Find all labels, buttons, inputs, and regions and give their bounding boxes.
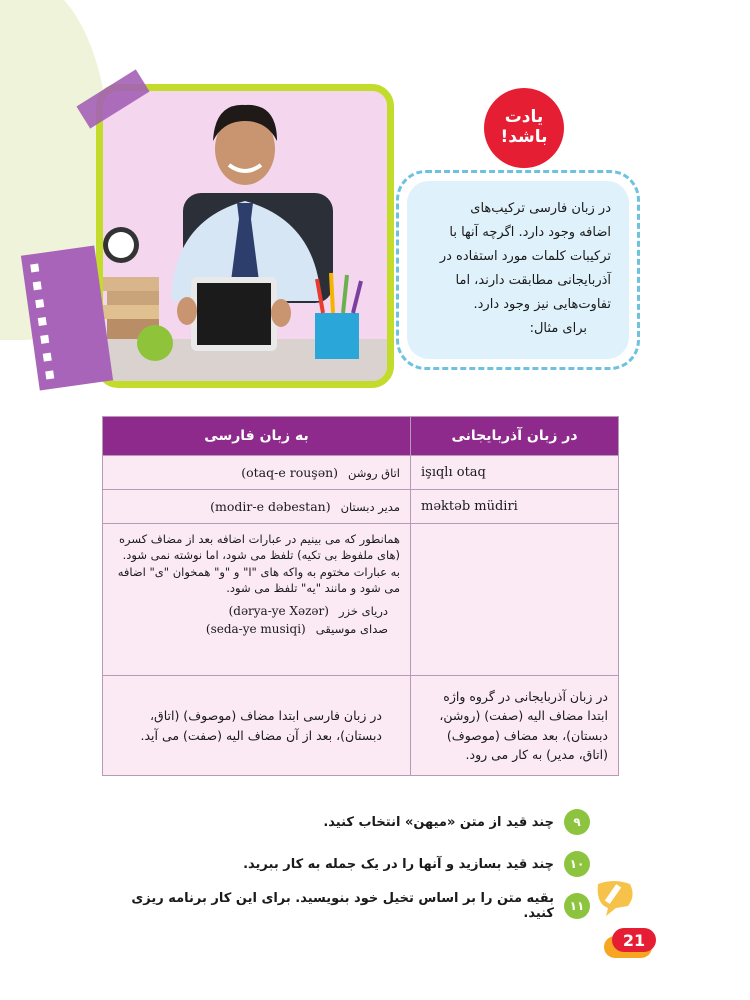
note-paragraph: همانطور که می بینیم در عبارات اضافه بعد از مضاف کسره (های ملفوظ بی تکیه) تلفظ می شود، اما نوشته نمی شود. — [119, 532, 400, 562]
reminder-note — [396, 170, 640, 370]
example-persian: صدای موسیقی — [315, 622, 388, 637]
note-paragraph: به عبارات مختوم به واکه های "ا" و "و" همخوان "ی" اضافه می شود و مانند "یه" تلفظ می شود. — [117, 565, 400, 595]
azerbaijani-rule-cell: در زبان آذربایجانی در گروه واژه ابتدا مضاف الیه (صفت) (روشن، دبستان)، بعد مضاف (موصوف) (اتاق، مدیر) به کار می رود. — [411, 676, 619, 776]
note-line: برای مثال: — [529, 321, 587, 337]
page-number: 21 — [612, 928, 656, 952]
pencil-speech-icon — [592, 878, 636, 918]
example-line — [113, 622, 388, 636]
reminder-badge-line2: باشد! — [500, 127, 548, 147]
persian-word: مدیر دبستان — [340, 499, 400, 514]
exercise-list — [130, 806, 590, 932]
exercise-number: ۱۰ — [564, 851, 590, 877]
exercise-item — [130, 890, 590, 922]
example-translit: (dərya-ye Xəzər) — [228, 604, 329, 619]
azerbaijani-cell: məktəb müdiri — [411, 490, 619, 524]
exercise-item — [130, 806, 590, 838]
note-line: تفاوت‌هایی نیز وجود دارد. — [473, 297, 611, 313]
header-persian: به زبان فارسی — [103, 417, 411, 456]
azerbaijani-cell: işıqlı otaq — [411, 456, 619, 490]
azerbaijani-empty-cell — [411, 524, 619, 676]
reminder-note-text — [407, 181, 629, 359]
persian-translit: (modir-e dəbestan) — [210, 499, 331, 514]
exercise-text: چند قید از متن «میهن» انتخاب کنید. — [323, 814, 554, 830]
persian-cell — [103, 490, 411, 524]
exercise-item — [130, 848, 590, 880]
exercise-number: ۱۱ — [564, 893, 590, 919]
note-line: در زبان فارسی ترکیب‌های — [470, 201, 611, 216]
table-row — [103, 456, 619, 490]
comparison-table — [102, 416, 619, 776]
example-translit: (seda-ye musiqi) — [205, 622, 306, 637]
table-row — [103, 524, 619, 676]
note-line: ترکیبات کلمات مورد استفاده در — [439, 249, 611, 265]
reminder-badge-line1: یادت — [504, 107, 544, 128]
note-line: آذربایجانی مطابقت دارند، اما — [455, 273, 611, 289]
persian-note-cell — [103, 524, 411, 676]
table-row — [103, 676, 619, 776]
exercise-text: چند قید بسازید و آنها را در یک جمله به کار ببرید. — [243, 856, 554, 872]
example-persian: دریای خزر — [338, 604, 388, 619]
persian-rule-cell: در زبان فارسی ابتدا مضاف (موصوف) (اتاق، دبستان)، بعد از آن مضاف الیه (صفت) می آید. — [103, 676, 411, 776]
exercise-number: ۹ — [564, 809, 590, 835]
note-line: اضافه وجود دارد. اگرچه آنها با — [449, 225, 611, 241]
example-line — [113, 604, 388, 618]
reminder-badge — [484, 88, 564, 168]
header-azerbaijani: در زبان آذربایجانی — [411, 417, 619, 456]
persian-translit: (otaq-e rouşən) — [241, 465, 339, 480]
exercise-text: بقیه متن را بر اساس تخیل خود بنویسید. برای این کار برنامه ریزی کنید. — [131, 891, 554, 921]
persian-word: اتاق روشن — [348, 465, 400, 480]
table-row — [103, 490, 619, 524]
persian-cell — [103, 456, 411, 490]
student-photo — [96, 84, 394, 388]
